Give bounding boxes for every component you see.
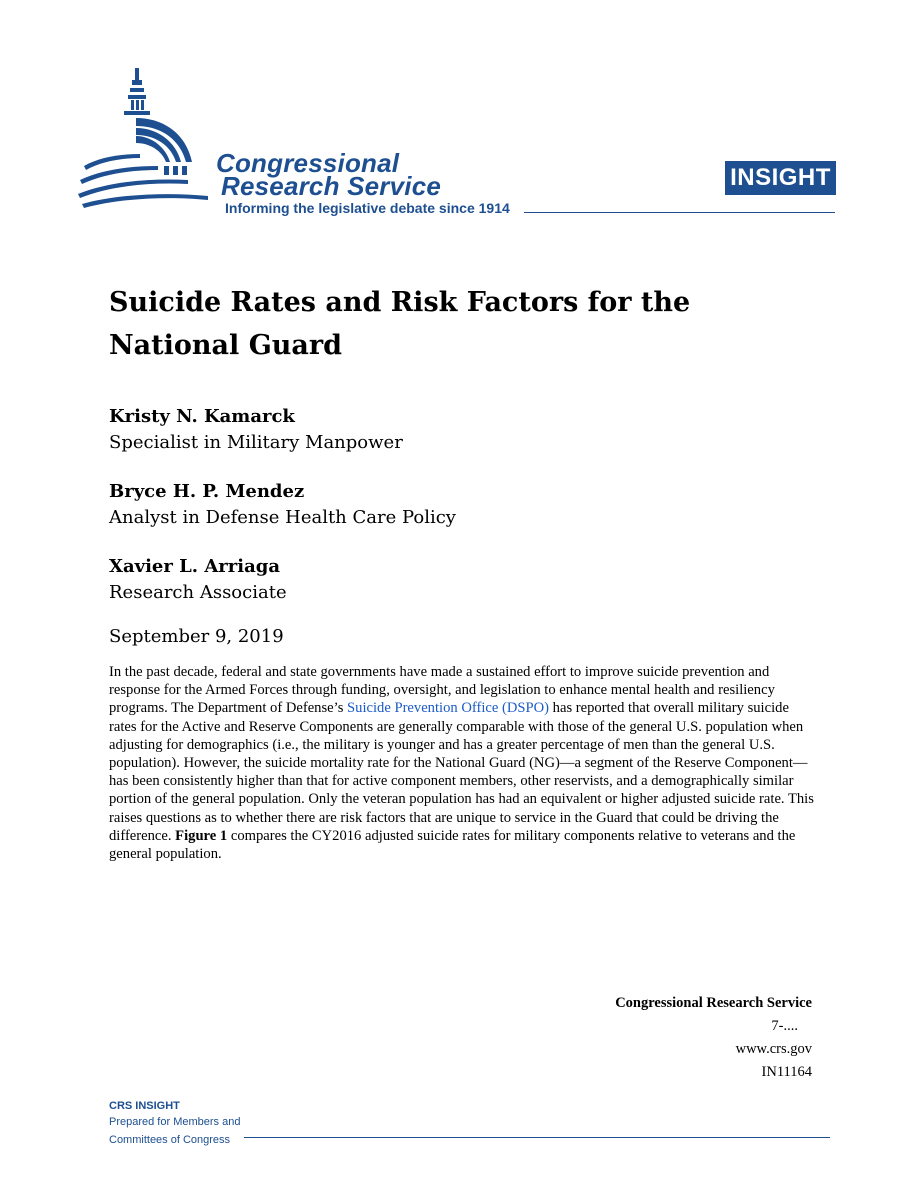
header-rule <box>524 212 835 213</box>
author-name: Bryce H. P. Mendez <box>109 481 305 502</box>
footer-rule <box>244 1137 830 1138</box>
footer-line1: Prepared for Members and <box>109 1116 241 1128</box>
logo-title-line1: Congressional <box>216 148 400 178</box>
body-text-part1: In the past decade, federal and state governments have made a sustained effort to improve suicide prevention and response for the Armed Forces through funding, oversight, and legislation to enhance mental health and resiliency programs. The Department of Defense’s <box>109 664 775 717</box>
logo-tagline: Informing the legislative debate since 1914 <box>225 200 510 216</box>
author-role: Analyst in Defense Health Care Policy <box>109 507 456 528</box>
publication-date: September 9, 2019 <box>109 626 284 647</box>
crs-product-id: IN11164 <box>761 1064 812 1080</box>
crs-url[interactable]: www.crs.gov <box>735 1041 812 1057</box>
logo-title-line2: Research Service <box>221 171 442 201</box>
capitol-dome-icon <box>78 66 218 216</box>
author-role: Research Associate <box>109 582 287 603</box>
author-block <box>109 555 287 606</box>
crs-info-block <box>615 992 812 1084</box>
insight-badge: INSIGHT <box>725 161 836 195</box>
figure-reference: Figure 1 <box>175 827 228 844</box>
body-paragraph <box>109 663 819 863</box>
body-text-part2: has reported that overall military suicide rates for the Active and Reserve Components are generally comparable with those of the general U.S. population when adjusting for demographics (i.e., the military is younger and has a greater percentage of men than the general U.S. population). However, the suicide mortality rate for the National Guard (NG)—a segment of the Reserve Component—has been consistently higher than that for active component members, other reservists, and a demographically similar portion of the general population. Only the veteran population has had an equivalent or higher adjusted suicide rate. This raises questions as to whether there are risk factors that are unique to service in the Guard that could be driving the difference. <box>109 700 814 844</box>
page-title: Suicide Rates and Risk Factors for the National Guard <box>109 287 691 361</box>
footer-line2: Committees of Congress <box>109 1134 231 1146</box>
author-block <box>109 480 456 531</box>
footer-brand: CRS INSIGHT <box>109 1100 180 1112</box>
author-name: Xavier L. Arriaga <box>109 556 280 577</box>
body-text-part3: compares the CY2016 adjusted suicide rates for military components relative to veterans and the general population. <box>109 827 796 863</box>
crs-code: 7-.... <box>771 1018 798 1034</box>
crs-logo <box>78 66 548 226</box>
author-block <box>109 405 403 456</box>
dspo-link[interactable]: Suicide Prevention Office (DSPO) <box>347 700 550 717</box>
footer <box>109 1099 240 1149</box>
author-role: Specialist in Military Manpower <box>109 432 403 453</box>
crs-name: Congressional Research Service <box>615 995 812 1011</box>
author-name: Kristy N. Kamarck <box>109 406 295 427</box>
